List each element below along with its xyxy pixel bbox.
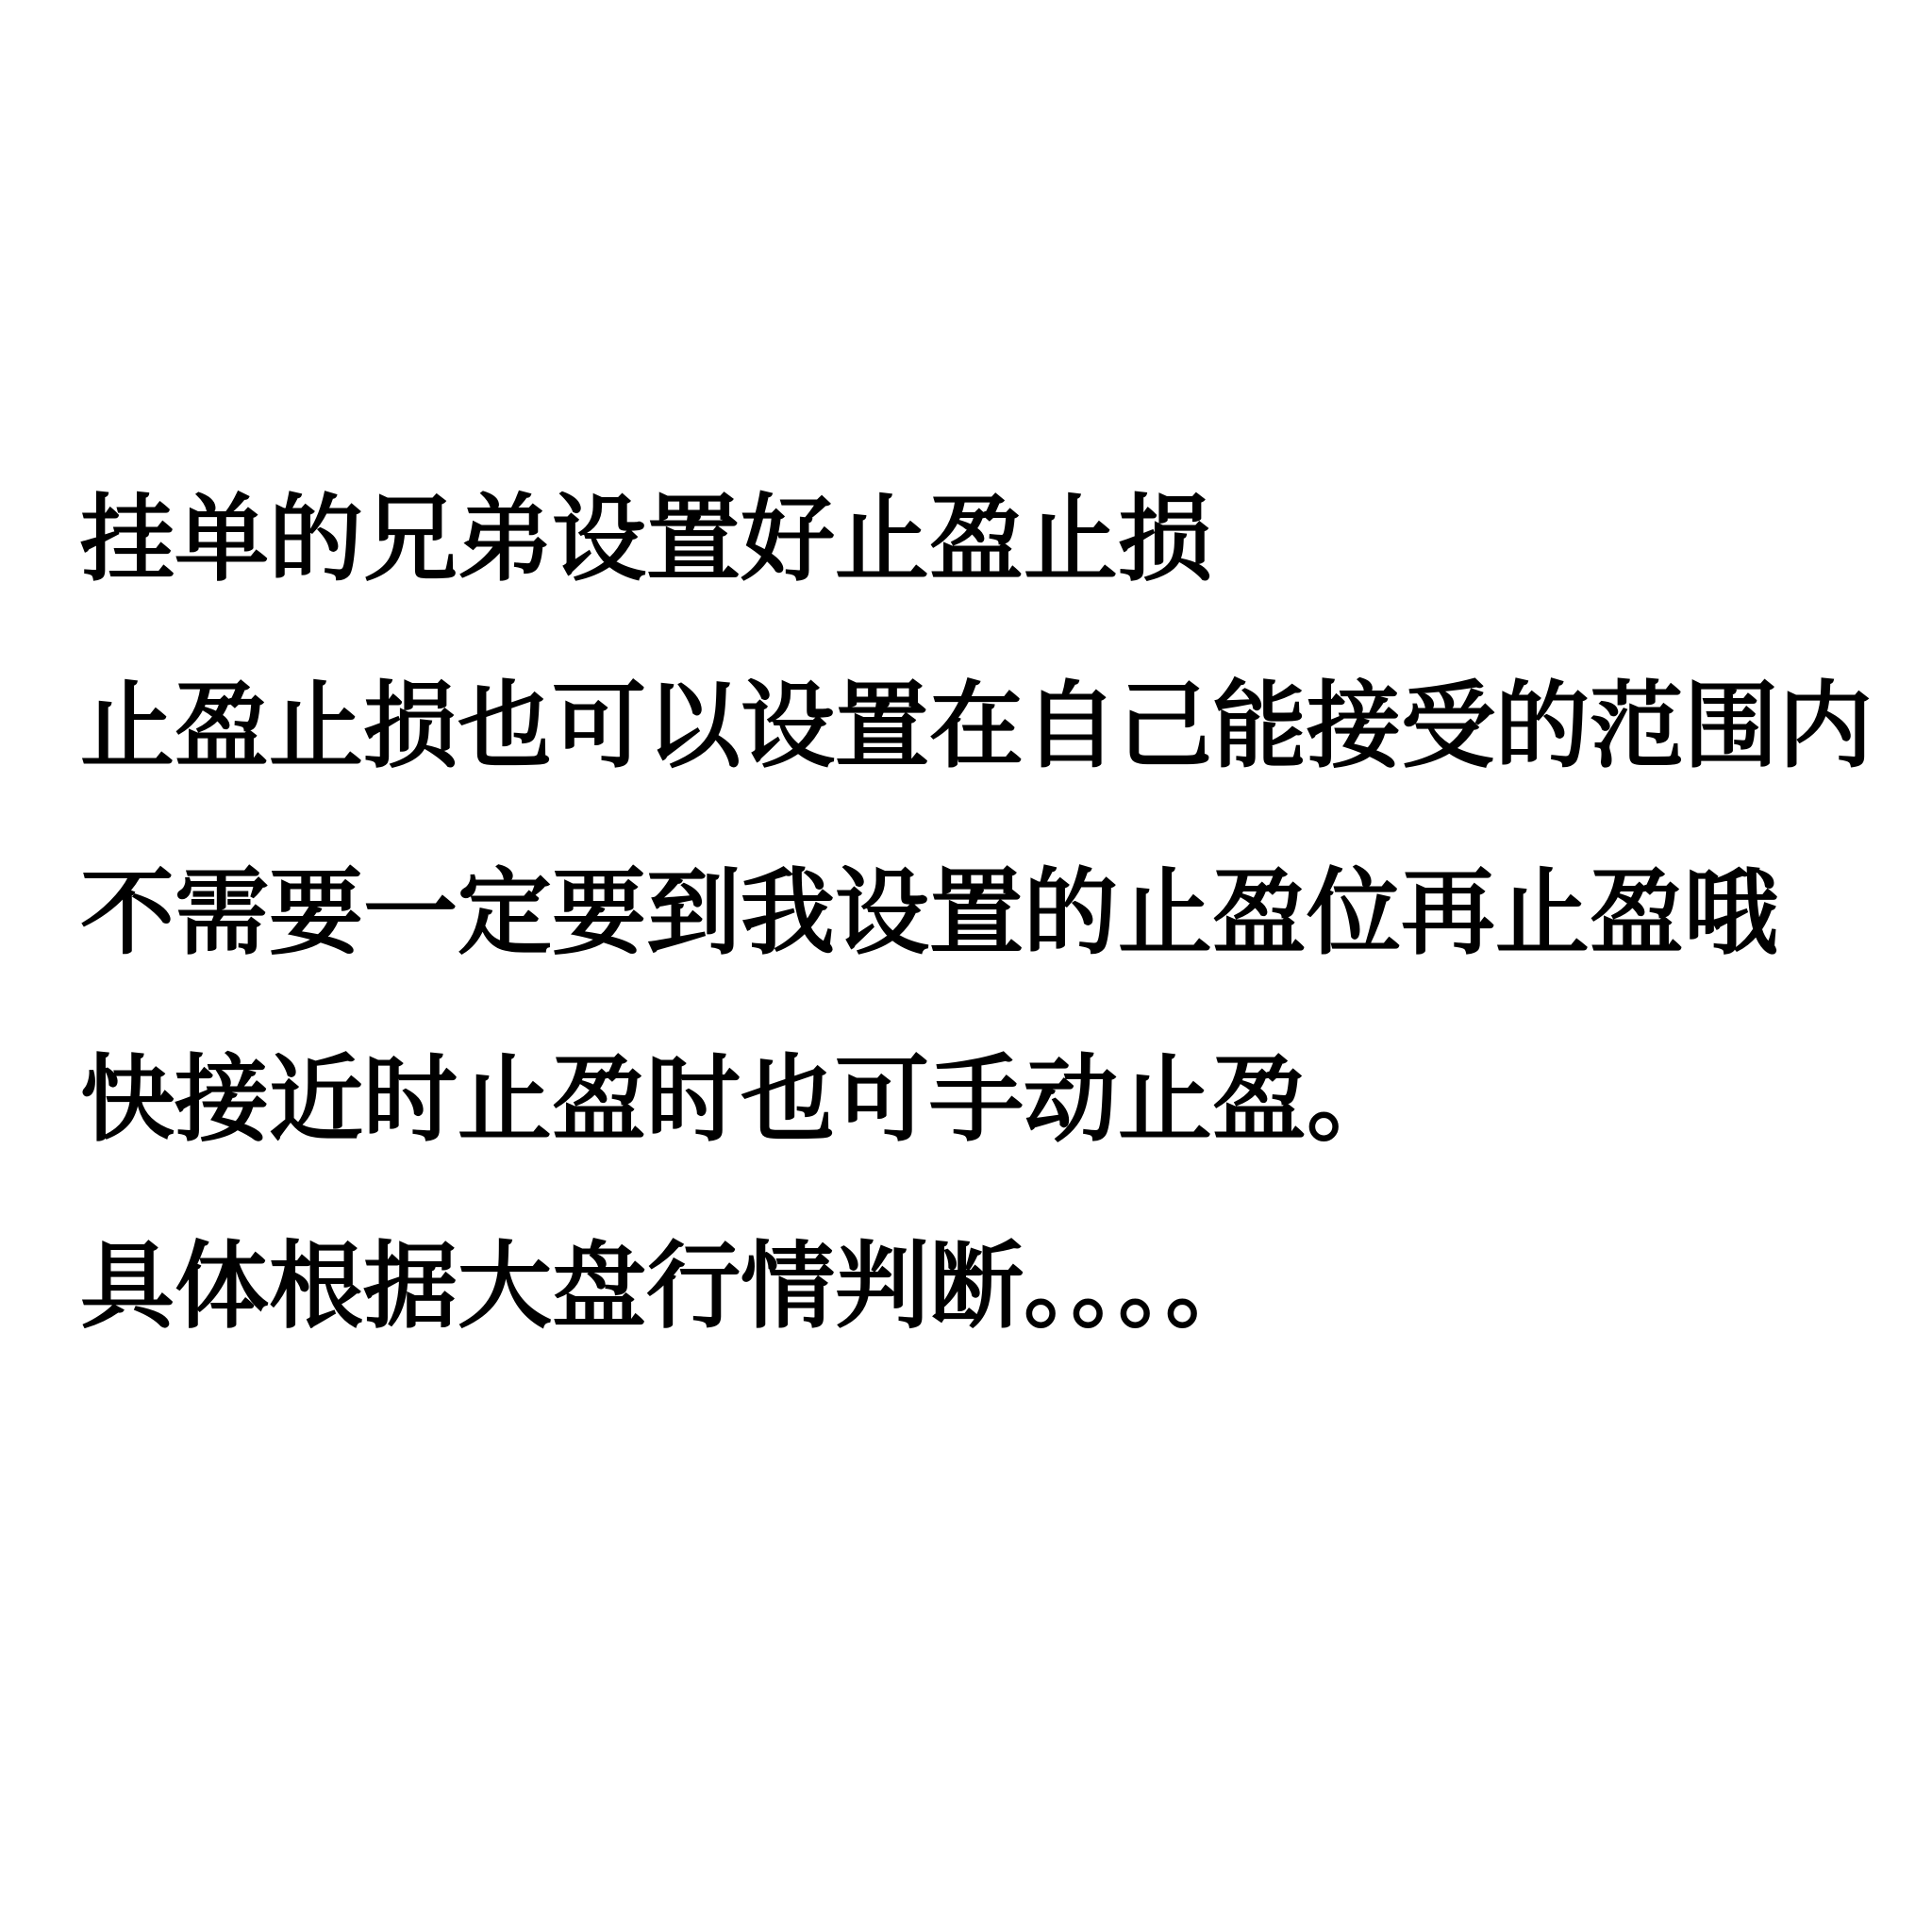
message-line-3: 不需要一定要到我设置的止盈位再止盈哦 (80, 860, 1778, 966)
message-line-2: 止盈止损也可以设置在自己能接受的范围内 (80, 674, 1873, 779)
message-line-1: 挂单的兄弟设置好止盈止损 (80, 487, 1212, 592)
message-text-block (80, 446, 1894, 1380)
message-line-5: 具体根据大盘行情判断。。。。 (80, 1234, 1259, 1340)
message-line-4: 快接近时止盈时也可手动止盈。 (80, 1047, 1401, 1153)
